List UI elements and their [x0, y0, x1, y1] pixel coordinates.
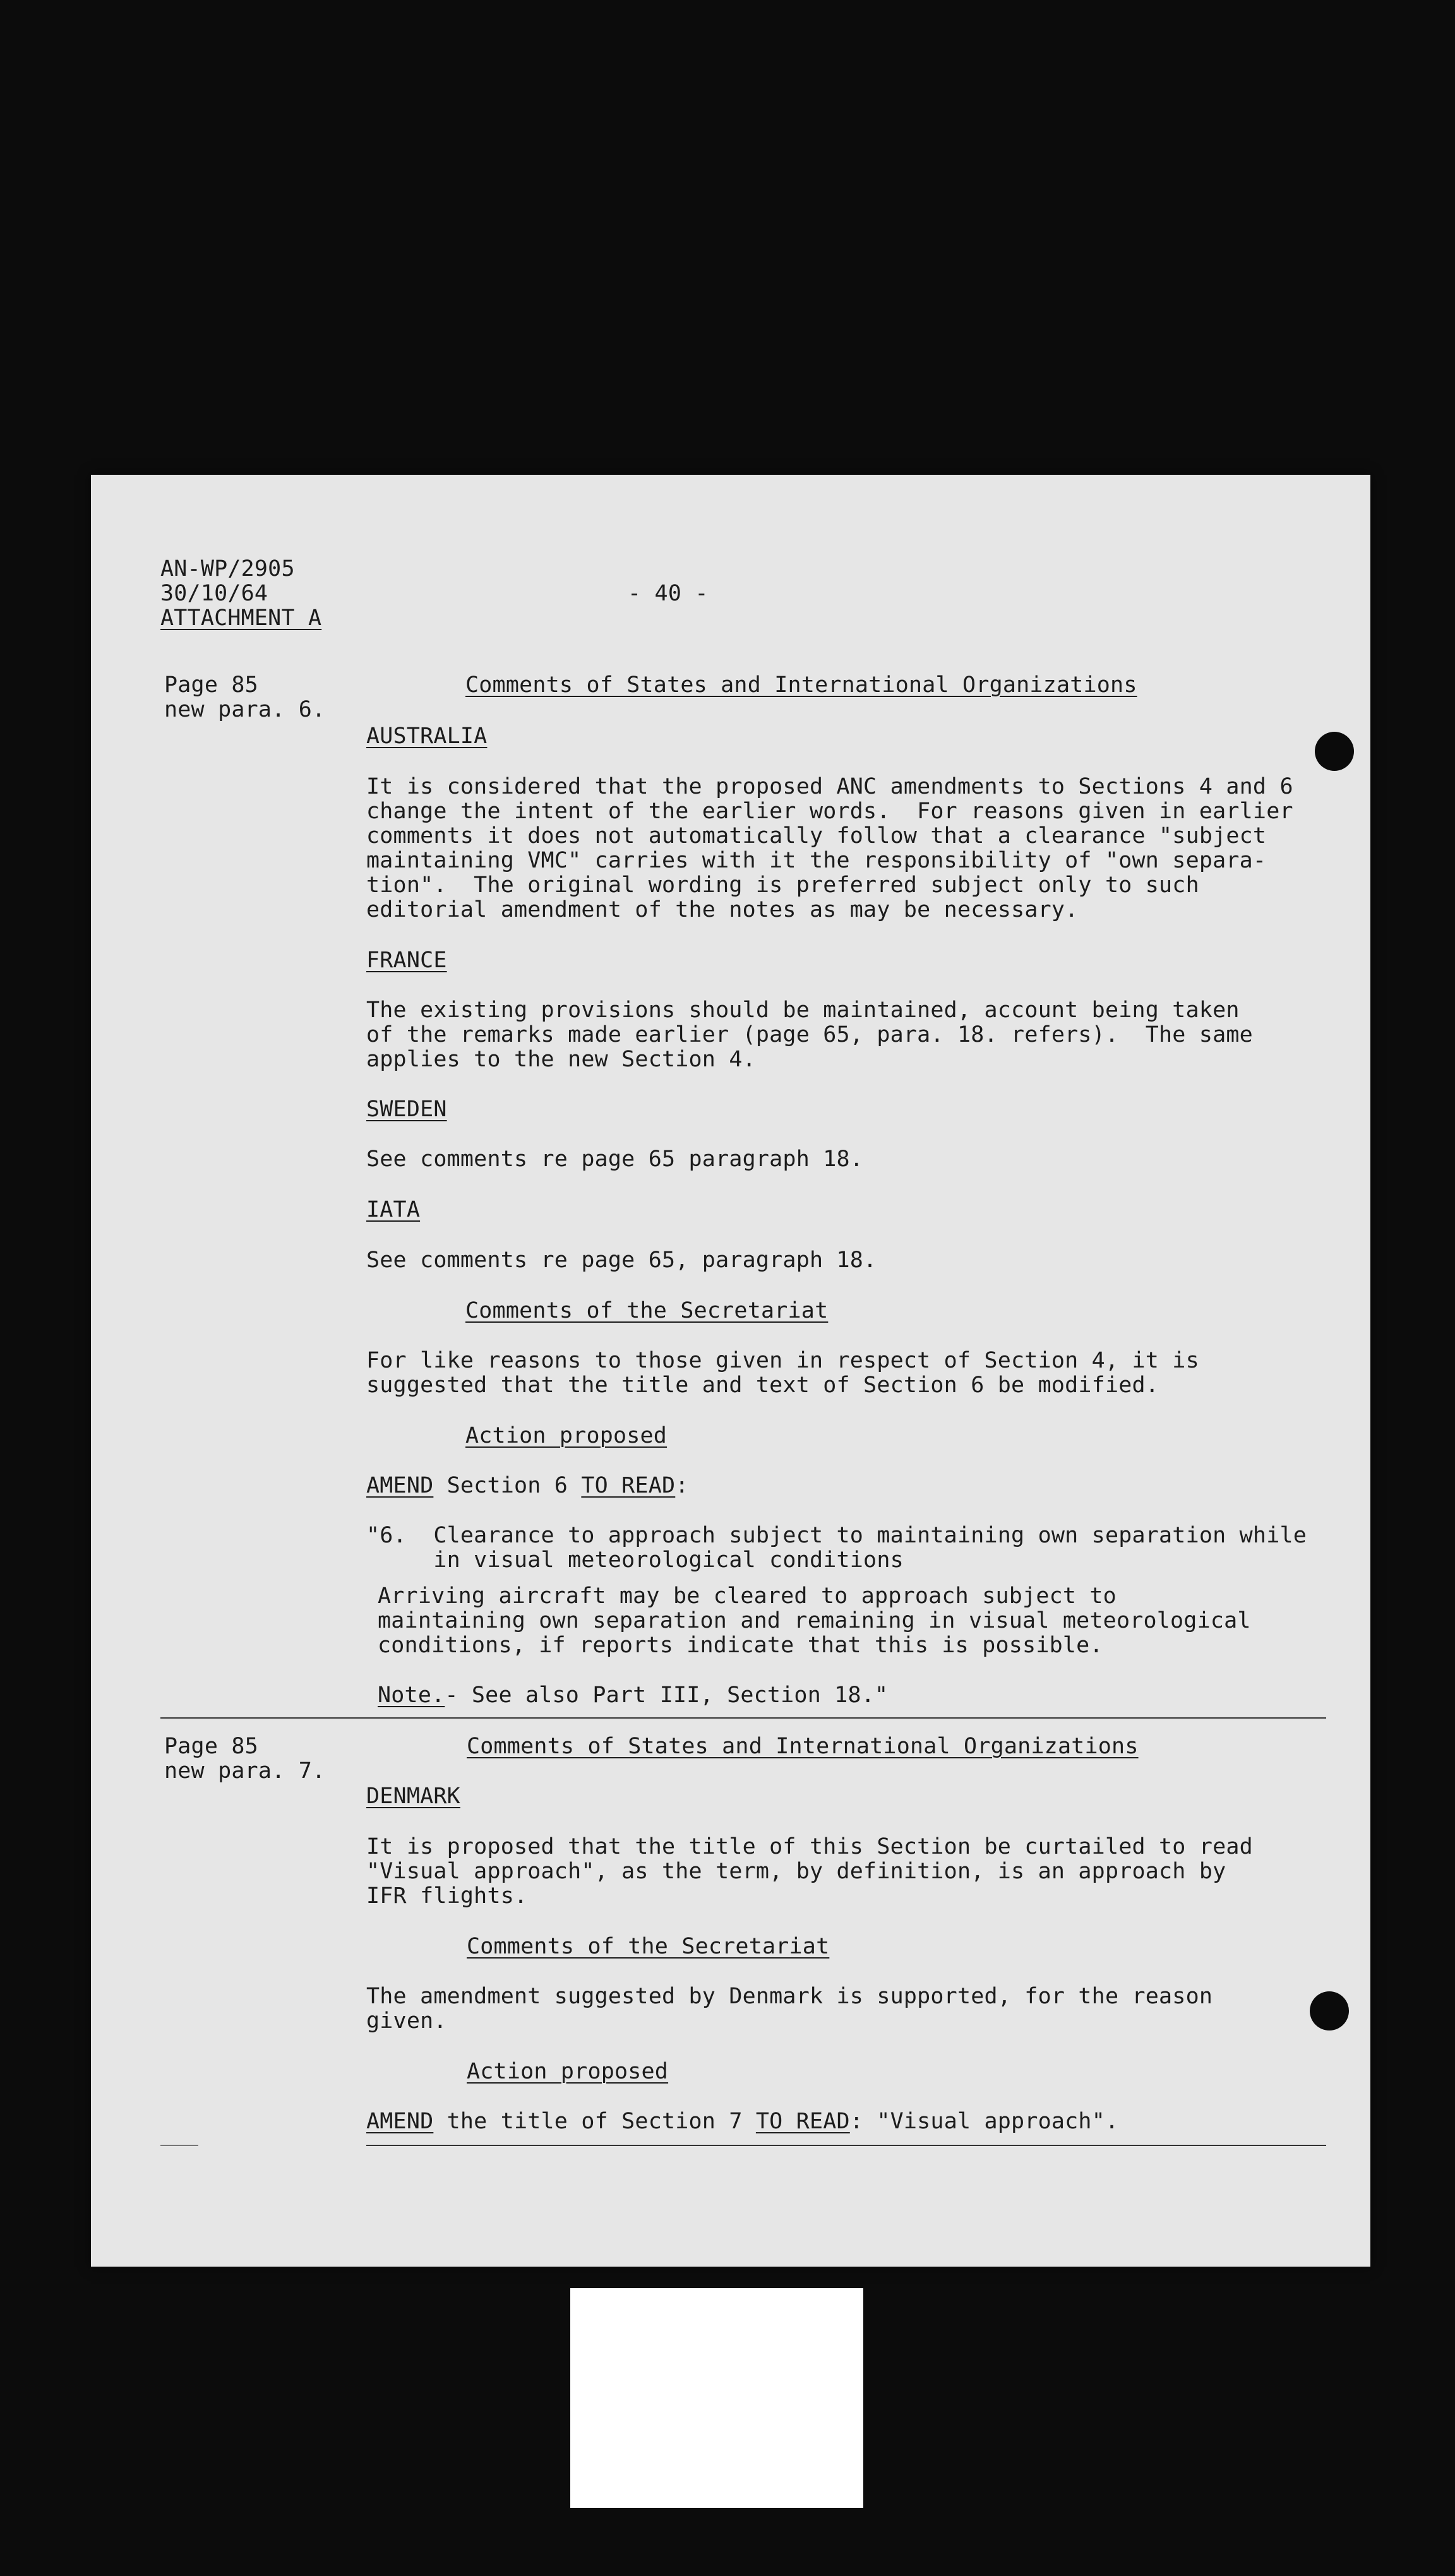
text-line: of the remarks made earlier (page 65, para. 18. refers). The same — [366, 1022, 1253, 1047]
text-line: given. — [366, 2008, 447, 2034]
text-line: maintaining VMC" carries with it the responsibility of "own separa- — [366, 848, 1267, 873]
org-heading-iata: IATA — [366, 1197, 421, 1222]
to-read-keyword: TO READ — [755, 2109, 850, 2134]
attachment-label: ATTACHMENT A — [160, 605, 322, 631]
punctuation: : — [675, 1473, 689, 1498]
new-title-line: "6. Clearance to approach subject to maintaining own separation while — [366, 1523, 1307, 1548]
punch-hole — [1310, 1991, 1349, 2030]
margin-para-ref: new para. 6. — [164, 697, 326, 722]
iata-comment: See comments re page 65, paragraph 18. — [366, 1248, 877, 1273]
country-heading-denmark: DENMARK — [366, 1784, 460, 1809]
text-line: change the intent of the earlier words. For reasons given in earlier — [366, 799, 1293, 824]
bottom-rule — [366, 2145, 1326, 2146]
to-read-keyword: TO READ — [581, 1473, 676, 1498]
doc-date: 30/10/64 — [160, 581, 268, 606]
doc-reference: AN-WP/2905 — [160, 556, 295, 581]
amend-target: Section 6 — [433, 1473, 582, 1498]
blank-card — [570, 2288, 863, 2508]
amend-keyword: AMEND — [366, 1473, 434, 1498]
amend-instruction — [366, 1474, 689, 1498]
text-line: It is considered that the proposed ANC amendments to Sections 4 and 6 — [366, 774, 1293, 799]
text-line: suggested that the title and text of Section 6 be modified. — [366, 1373, 1159, 1398]
new-text-line: conditions, if reports indicate that this is possible. — [378, 1633, 1103, 1658]
new-text-line: Arriving aircraft may be cleared to approach subject to — [378, 1583, 1117, 1609]
margin-page-ref: Page 85 — [164, 1734, 258, 1759]
text-line: comments it does not automatically follow that a clearance "subject — [366, 823, 1267, 849]
punch-hole — [1315, 732, 1354, 771]
document-page — [91, 475, 1370, 2267]
amend-instruction — [366, 2109, 1118, 2134]
country-heading-sweden: SWEDEN — [366, 1097, 447, 1122]
text-line: applies to the new Section 4. — [366, 1047, 756, 1072]
note-text: - See also Part III, Section 18." — [445, 1683, 889, 1708]
amend-keyword: AMEND — [366, 2109, 434, 2134]
bottom-rule-stub — [160, 2145, 198, 2146]
secretariat-heading: Comments of the Secretariat — [465, 1298, 829, 1323]
text-line: editorial amendment of the notes as may be necessary. — [366, 897, 1079, 922]
text-line: "Visual approach", as the term, by definition, is an approach by — [366, 1859, 1226, 1884]
amend-new-title: : "Visual approach". — [849, 2109, 1119, 2134]
margin-para-ref: new para. 7. — [164, 1758, 326, 1784]
section-heading: Comments of States and International Organizations — [467, 1734, 1139, 1759]
text-line: IFR flights. — [366, 1883, 528, 1909]
text-line: For like reasons to those given in respect of Section 4, it is — [366, 1348, 1199, 1373]
country-heading-australia: AUSTRALIA — [366, 724, 488, 749]
action-heading: Action proposed — [467, 2059, 669, 2084]
text-line: It is proposed that the title of this Section be curtailed to read — [366, 1834, 1253, 1859]
note — [378, 1683, 888, 1708]
text-line: tion". The original wording is preferred subject only to such — [366, 873, 1199, 898]
section-divider — [160, 1717, 1326, 1719]
section-heading: Comments of States and International Organizations — [465, 672, 1137, 698]
text-line: The existing provisions should be maintained, account being taken — [366, 998, 1240, 1023]
page-number: - 40 - — [628, 581, 709, 606]
amend-target: the title of Section 7 — [433, 2109, 756, 2134]
text-line: The amendment suggested by Denmark is supported, for the reason — [366, 1984, 1213, 2009]
new-title-line: in visual meteorological conditions — [366, 1547, 904, 1573]
margin-page-ref: Page 85 — [164, 672, 258, 698]
action-heading: Action proposed — [465, 1423, 668, 1448]
note-label: Note. — [378, 1683, 445, 1708]
country-heading-france: FRANCE — [366, 948, 447, 973]
secretariat-heading: Comments of the Secretariat — [467, 1934, 830, 1959]
new-text-line: maintaining own separation and remaining in visual meteorological — [378, 1608, 1251, 1633]
sweden-comment: See comments re page 65 paragraph 18. — [366, 1147, 864, 1172]
